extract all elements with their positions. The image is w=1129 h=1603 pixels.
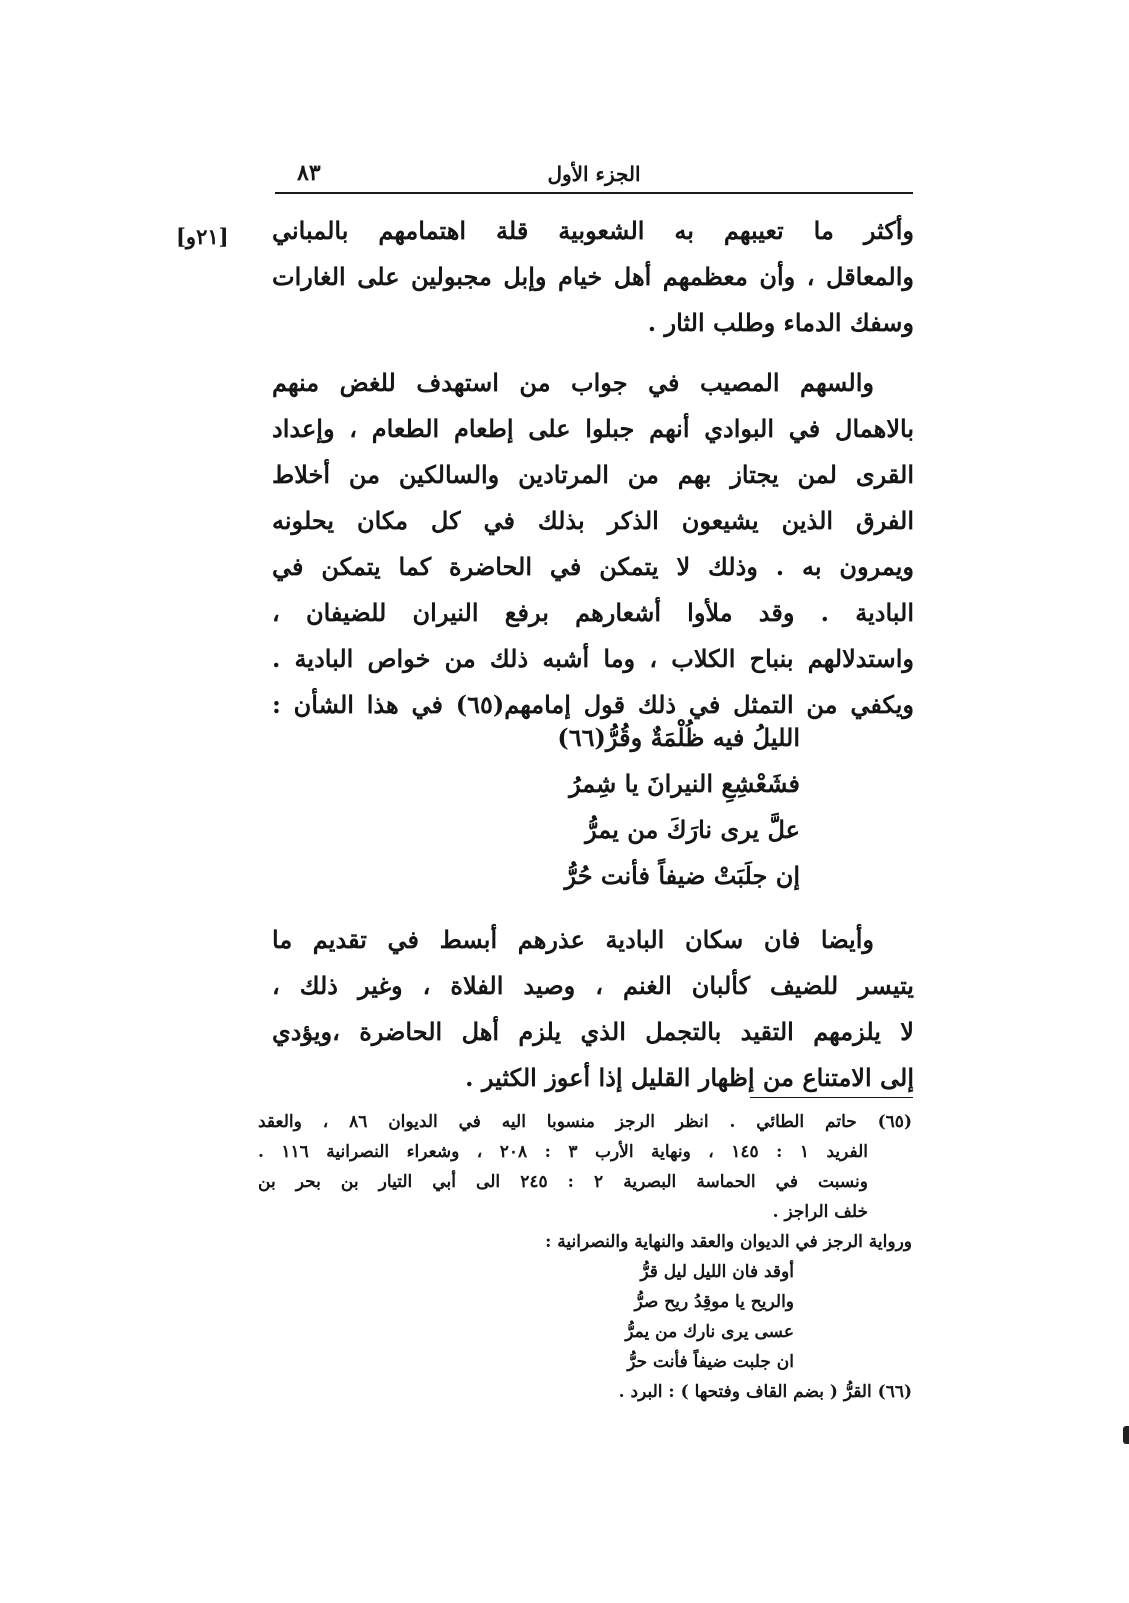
text-line: القرى لمن يجتاز بهم من المرتادين والسالكين من أخلاط [272, 460, 914, 489]
footnote-verse-line: ان جلبت ضيفاً فأنت حرُّ [627, 1352, 794, 1372]
text-line: بالاهمال في البوادي أنهم جبلوا على إطعام الطعام ، وإعداد [272, 414, 914, 443]
verse-line: فشَعْشِعِ النيرانَ يا شِمرُ [569, 769, 800, 798]
text-line: البادية . وقد ملأوا أشعارهم برفع النيران للضيفان ، [272, 598, 914, 627]
text-line: والمعاقل ، وأن معظمهم أهل خيام وإبل مجبولين على الغارات [272, 262, 914, 291]
footnote-65-line: (٦٥) حاتم الطائي . انظر الرجز منسوبا اليه في الديوان ٨٦ ، والعقد [258, 1112, 912, 1132]
footnote-65-line: خلف الراجز . [772, 1202, 868, 1222]
text-line: وأكثر ما تعيبهم به الشعوبية قلة اهتمامهم بالمباني [272, 216, 914, 245]
footnotes [258, 1107, 912, 1407]
footnote-verse-line: والريح يا موقِدُ ريح صرُّ [634, 1292, 794, 1312]
verse-line: علَّ يرى نارَكَ من يمرُّ [585, 815, 800, 844]
footnote-66: (٦٦) القرُّ ( بضم القاف وفتحها ) : البرد . [618, 1382, 912, 1402]
footnote-verse-block [258, 1257, 912, 1377]
running-header [275, 158, 913, 194]
text-line: لا يلزمهم التقيد بالتجمل الذي يلزم أهل الحاضرة ،ويؤدي [272, 1017, 914, 1046]
page-title: الجزء الأول [547, 162, 641, 186]
text-line: وسفك الدماء وطلب الثار . [647, 308, 914, 337]
text-line: إلى الامتناع من إظهار القليل إذا أعوز الكثير . [465, 1063, 914, 1092]
text-line: ويمرون به . وذلك لا يتمكن في الحاضرة كما يتمكن في [272, 552, 914, 581]
footnote-65-line: الفريد ١ : ١٤٥ ، ونهاية الأرب ٣ : ٢٠٨ ، وشعراء النصرانية ١١٦ . [258, 1142, 868, 1162]
manuscript-folio-marker: [٢١و] [176, 224, 229, 249]
footnote-verse-line: أوقد فان الليل ليل قرُّ [640, 1262, 794, 1282]
text-line: وأيضا فان سكان البادية عذرهم أبسط في تقديم ما [272, 925, 874, 954]
footnote-65-line: ونسبت في الحماسة البصرية ٢ : ٢٤٥ الى أبي التيار بن بحر بن [258, 1172, 868, 1192]
verse-line: الليلُ فيه ظُلْمَةٌ وقُرُّ(٦٦) [557, 723, 800, 752]
footnote-verse-line: عسى يرى نارك من يمرُّ [625, 1322, 794, 1342]
footnote-riwaya-intro: ورواية الرجز في الديوان والعقد والنهاية والنصرانية : [545, 1232, 912, 1252]
footnote-divider [750, 1097, 913, 1098]
verse-line: إن جلَبَتْ ضيفاً فأنت حُرُّ [564, 861, 800, 890]
text-line: ويكفي من التمثل في ذلك قول إمامهم(٦٥) في هذا الشأن : [272, 690, 914, 719]
text-line: الفرق الذين يشيعون الذكر بذلك في كل مكان يحلونه [272, 506, 914, 535]
text-line: والسهم المصيب في جواب من استهدف للغض منهم [272, 368, 874, 397]
text-line: يتيسر للضيف كألبان الغنم ، وصيد الفلاة ، وغير ذلك ، [272, 971, 914, 1000]
page-number: ٨٣ [297, 160, 321, 186]
paragraph-3 [272, 917, 914, 1101]
scan-edge-mark [1123, 1426, 1129, 1444]
paragraph-2 [272, 360, 914, 728]
text-line: واستدلالهم بنباح الكلاب ، وما أشبه ذلك من خواص البادية . [272, 644, 914, 673]
verse-block [440, 715, 800, 899]
paragraph-1 [272, 208, 914, 346]
